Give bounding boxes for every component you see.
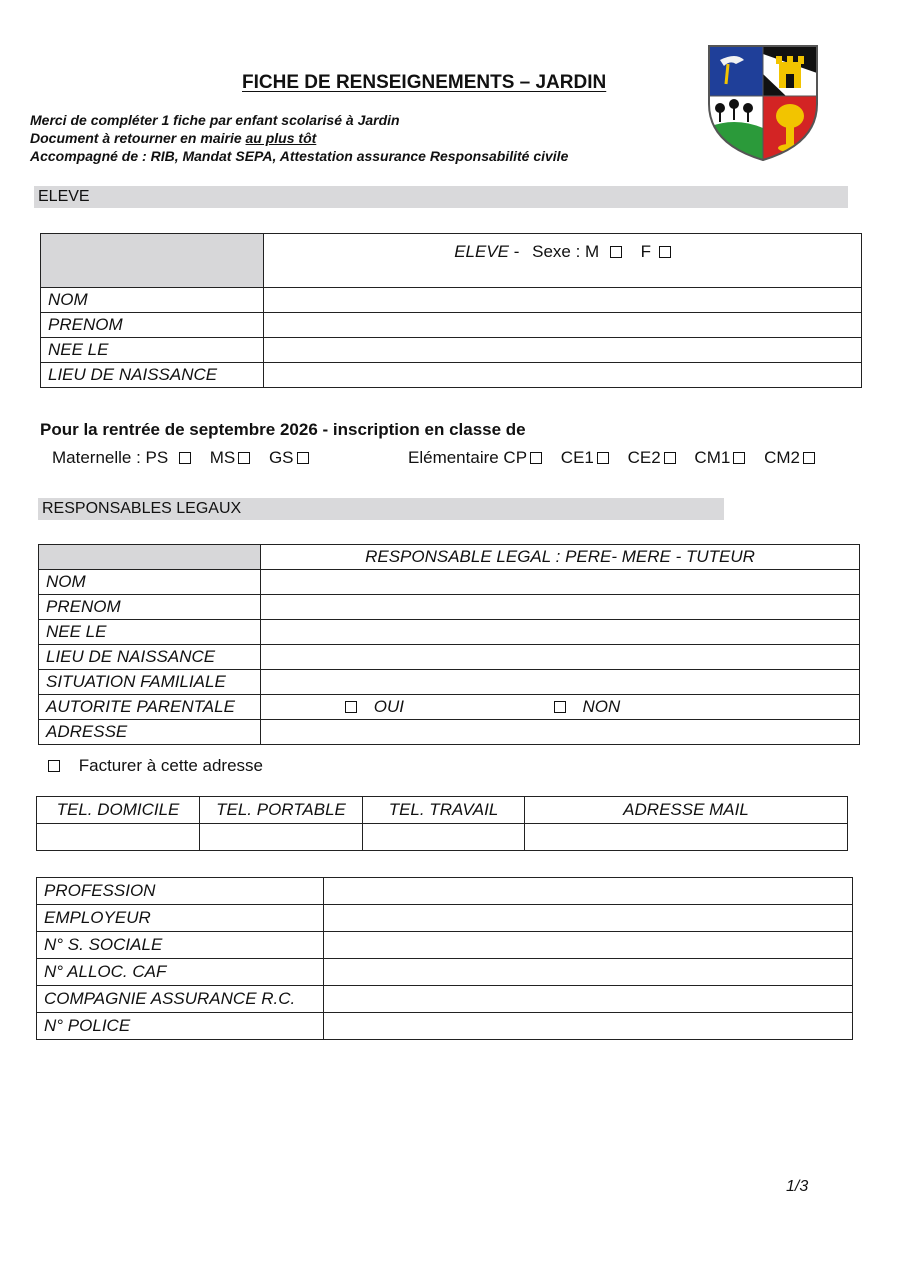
profession-table xyxy=(36,877,853,1040)
responsable-row-label: ADRESSE xyxy=(39,720,261,745)
facturer-checkbox[interactable] xyxy=(48,760,60,772)
profession-field[interactable] xyxy=(324,878,853,905)
intro-line-1: Merci de compléter 1 fiche par enfant scolarisé à Jardin xyxy=(30,112,400,128)
responsable-row-label: NEE LE xyxy=(39,620,261,645)
ce1-checkbox[interactable] xyxy=(597,452,609,464)
ms-label: MS xyxy=(209,448,236,467)
maternelle-ps-label: Maternelle : PS xyxy=(52,448,169,467)
profession-row-label: N° POLICE xyxy=(37,1013,324,1040)
ce2-checkbox[interactable] xyxy=(664,452,676,464)
page-number: 1/3 xyxy=(786,1178,809,1195)
compagnie-assurance-field[interactable] xyxy=(324,986,853,1013)
eleve-lieu-naissance-field[interactable] xyxy=(264,363,862,388)
profession-row-label: N° ALLOC. CAF xyxy=(37,959,324,986)
autorite-non-label: NON xyxy=(582,697,621,716)
ce1-label: CE1 xyxy=(560,448,594,467)
responsable-row-label: LIEU DE NAISSANCE xyxy=(39,645,261,670)
eleve-nee-le-field[interactable] xyxy=(264,338,862,363)
sexe-f-checkbox[interactable] xyxy=(659,246,671,258)
intro-line-2-emphasis: au plus tôt xyxy=(245,130,317,146)
adresse-mail-field[interactable] xyxy=(525,824,848,851)
employeur-field[interactable] xyxy=(324,905,853,932)
eleve-row-label: NEE LE xyxy=(41,338,264,363)
intro-line-2-text: Document à retourner en mairie xyxy=(30,130,246,146)
page-title: FICHE DE RENSEIGNEMENTS – JARDIN xyxy=(242,72,607,93)
maternelle-options xyxy=(52,448,309,468)
gs-checkbox[interactable] xyxy=(297,452,309,464)
contact-header: TEL. DOMICILE xyxy=(37,797,200,824)
sexe-label: Sexe : M xyxy=(532,242,600,261)
eleve-row-label: PRENOM xyxy=(41,313,264,338)
responsables-header-blank xyxy=(39,545,261,570)
responsable-prenom-field[interactable] xyxy=(261,595,860,620)
responsable-situation-field[interactable] xyxy=(261,670,860,695)
eleve-table xyxy=(40,233,862,388)
facturer-option xyxy=(48,756,263,776)
ce2-label: CE2 xyxy=(627,448,661,467)
facturer-label: Facturer à cette adresse xyxy=(78,756,263,775)
contact-header: ADRESSE MAIL xyxy=(525,797,848,824)
section-eleve: ELEVE xyxy=(34,186,848,208)
responsable-row-label: PRENOM xyxy=(39,595,261,620)
gs-label: GS xyxy=(268,448,294,467)
autorite-non-checkbox[interactable] xyxy=(554,701,566,713)
eleve-row-label: NOM xyxy=(41,288,264,313)
eleve-header-label: ELEVE xyxy=(454,242,509,261)
contact-header: TEL. TRAVAIL xyxy=(363,797,525,824)
eleve-row-label: LIEU DE NAISSANCE xyxy=(41,363,264,388)
numero-police-field[interactable] xyxy=(324,1013,853,1040)
profession-row-label: EMPLOYEUR xyxy=(37,905,324,932)
responsable-adresse-field[interactable] xyxy=(261,720,860,745)
cm1-checkbox[interactable] xyxy=(733,452,745,464)
autorite-parentale-options xyxy=(261,695,860,720)
autorite-oui-checkbox[interactable] xyxy=(345,701,357,713)
cm2-label: CM2 xyxy=(764,448,800,467)
elementaire-cp-label: Elémentaire CP xyxy=(408,448,528,467)
sexe-f-label: F xyxy=(640,242,652,261)
ms-checkbox[interactable] xyxy=(238,452,250,464)
eleve-header xyxy=(264,234,862,288)
responsable-nom-field[interactable] xyxy=(261,570,860,595)
cp-checkbox[interactable] xyxy=(530,452,542,464)
autorite-oui-label: OUI xyxy=(373,697,404,716)
responsable-row-label: NOM xyxy=(39,570,261,595)
section-responsables: RESPONSABLES LEGAUX xyxy=(38,498,724,520)
contact-table xyxy=(36,796,848,851)
eleve-prenom-field[interactable] xyxy=(264,313,862,338)
responsables-header: RESPONSABLE LEGAL : PERE- MERE - TUTEUR xyxy=(261,545,860,570)
inscription-heading: Pour la rentrée de septembre 2026 - inscription en classe de xyxy=(40,420,526,439)
tel-domicile-field[interactable] xyxy=(37,824,200,851)
intro-line-3: Accompagné de : RIB, Mandat SEPA, Attestation assurance Responsabilité civile xyxy=(30,148,569,164)
responsable-lieu-naissance-field[interactable] xyxy=(261,645,860,670)
responsable-row-label: SITUATION FAMILIALE xyxy=(39,670,261,695)
ps-checkbox[interactable] xyxy=(179,452,191,464)
elementaire-options xyxy=(408,448,815,468)
eleve-header-blank xyxy=(41,234,264,288)
tel-portable-field[interactable] xyxy=(200,824,363,851)
responsables-table xyxy=(38,544,860,745)
alloc-caf-field[interactable] xyxy=(324,959,853,986)
intro-line-2 xyxy=(30,130,316,146)
cm1-label: CM1 xyxy=(694,448,731,467)
eleve-nom-field[interactable] xyxy=(264,288,862,313)
contact-header: TEL. PORTABLE xyxy=(200,797,363,824)
responsable-nee-le-field[interactable] xyxy=(261,620,860,645)
eleve-header-sep: - xyxy=(509,242,525,261)
sexe-m-checkbox[interactable] xyxy=(610,246,622,258)
profession-row-label: N° S. SOCIALE xyxy=(37,932,324,959)
profession-row-label: COMPAGNIE ASSURANCE R.C. xyxy=(37,986,324,1013)
securite-sociale-field[interactable] xyxy=(324,932,853,959)
cm2-checkbox[interactable] xyxy=(803,452,815,464)
profession-row-label: PROFESSION xyxy=(37,878,324,905)
coat-of-arms-icon xyxy=(706,44,820,162)
responsable-row-label: AUTORITE PARENTALE xyxy=(39,695,261,720)
tel-travail-field[interactable] xyxy=(363,824,525,851)
